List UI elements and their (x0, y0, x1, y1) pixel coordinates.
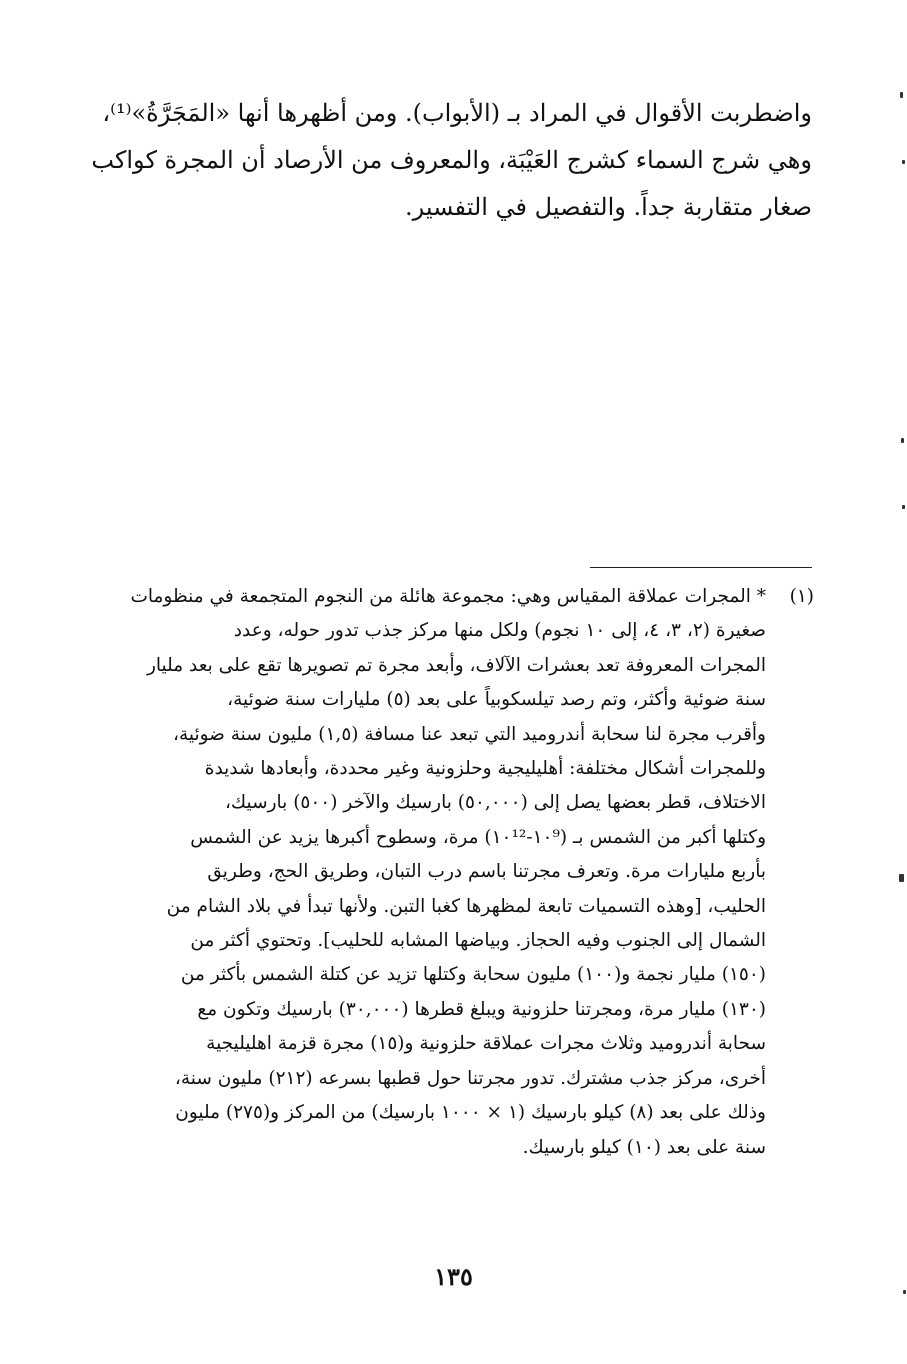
main-paragraph (91, 90, 812, 231)
footnote-line: وذلك على بعد (٨) كيلو بارسيك (١ × ١٠٠٠ بارسيك) من المركز و(٢٧٥) مليون (175, 1102, 766, 1124)
footnote-separator (590, 567, 812, 568)
footnote-line: وكتلها أكبر من الشمس بـ (١٠⁹-١٠¹²) مرة، وسطوح أكبرها يزيد عن الشمس (190, 826, 766, 848)
margin-mark (903, 1290, 906, 1294)
footnote (100, 580, 814, 1165)
footnote-line (100, 580, 814, 614)
footnote-line: الاختلاف، قطر بعضها يصل إلى (٥٠,٠٠٠) بارسيك والآخر (٥٠٠) بارسيك، (224, 792, 766, 814)
footnote-line: (١٥٠) مليار نجمة و(١٠٠) مليون سحابة وكتلها تزيد عن كتلة الشمس بأكثر من (180, 964, 766, 986)
footnote-line: سحابة أندروميد وثلاث مجرات عملاقة حلزونية و(١٥) مجرة قزمة اهليليجية (206, 1033, 766, 1055)
margin-mark (899, 874, 904, 882)
main-line: وهي شرج السماء كشرج العَيْبَة، والمعروف من الأرصاد أن المجرة كواكب (91, 146, 812, 174)
page-number: ١٣٥ (434, 1262, 473, 1291)
margin-mark (902, 160, 905, 164)
footnote-line-text: * المجرات عملاقة المقياس وهي: مجموعة هائلة من النجوم المتجمعة في منظومات (130, 586, 766, 607)
margin-mark (900, 92, 903, 98)
footnote-marker: (١) (789, 586, 814, 607)
footnote-line: وللمجرات أشكال مختلفة: أهليليجية وحلزونية وغير محددة، وأبعادها شديدة (204, 758, 766, 780)
footnote-line: سنة على بعد (١٠) كيلو بارسيك. (522, 1136, 766, 1158)
footnote-line: وأقرب مجرة لنا سحابة أندروميد التي تبعد عنا مسافة (١,٥) مليون سنة ضوئية، (172, 723, 766, 745)
footnote-line: الشمال إلى الجنوب وفيه الحجاز. وبياضها المشابه للحليب]. وتحتوي أكثر من (190, 930, 766, 952)
margin-mark (902, 505, 905, 509)
footnote-line: بأربع مليارات مرة. وتعرف مجرتنا باسم درب التبان، وطريق الحج، وطريق (207, 861, 766, 883)
footnote-line: الحليب، [وهذه التسميات تابعة لمظهرها كغبا التبن. ولأنها تبدأ في بلاد الشام من (166, 895, 766, 917)
main-line: صغار متقاربة جداً. والتفصيل في التفسير. (405, 193, 812, 221)
footnote-line: سنة ضوئية وأكثر، وتم رصد تيلسكوبياً على بعد (٥) مليارات سنة ضوئية، (227, 689, 766, 711)
footnote-line: صغيرة (٢، ٣، ٤، إلى ١٠ نجوم) ولكل منها مركز جذب تدور حوله، وعدد (233, 620, 766, 642)
footnote-line: المجرات المعروفة تعد بعشرات الآلاف، وأبعد مجرة تم تصويرها تقع على بعد مليار (146, 654, 766, 676)
main-line: واضطربت الأقوال في المراد بـ (الأبواب). ومن أظهرها أنها «المَجَرَّةُ»⁽¹⁾، (102, 99, 812, 127)
margin-mark (901, 438, 904, 443)
footnote-line: أخرى، مركز جذب مشترك. تدور مجرتنا حول قطبها بسرعه (٢١٢) مليون سنة، (174, 1067, 766, 1089)
footnote-line: (١٣٠) مليار مرة، ومجرتنا حلزونية ويبلغ قطرها (٣٠,٠٠٠) بارسيك وتكون مع (197, 998, 766, 1020)
